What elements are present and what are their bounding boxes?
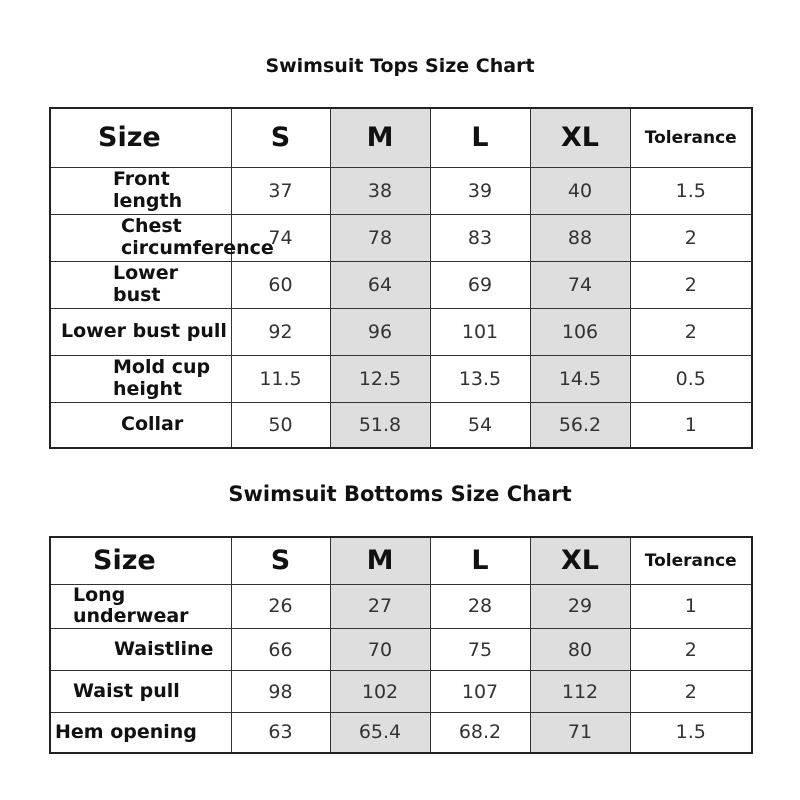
table-header-row: [50, 108, 752, 167]
value-cell: 50: [231, 402, 330, 448]
tolerance-cell: 2: [630, 671, 752, 713]
value-cell: 63: [231, 713, 330, 753]
row-label: Collar: [50, 402, 231, 448]
size-l-header: L: [430, 108, 530, 167]
row-label: Chest circumference: [50, 214, 231, 261]
value-cell: 54: [430, 402, 530, 448]
tops-chart-title: Swimsuit Tops Size Chart: [265, 55, 535, 77]
table-row: [50, 214, 752, 261]
tolerance-cell: 2: [630, 629, 752, 671]
value-cell: 101: [430, 308, 530, 355]
value-cell: 70: [330, 629, 430, 671]
value-cell: 75: [430, 629, 530, 671]
row-label: Hem opening: [50, 713, 231, 753]
bottoms-chart-title: Swimsuit Bottoms Size Chart: [228, 482, 572, 506]
tolerance-header: Tolerance: [630, 537, 752, 584]
value-cell: 60: [231, 261, 330, 308]
row-label: Front length: [50, 167, 231, 214]
table-row: [50, 629, 752, 671]
value-cell: 83: [430, 214, 530, 261]
value-cell: 74: [530, 261, 630, 308]
row-label: Waistline: [50, 629, 231, 671]
row-label: Waist pull: [50, 671, 231, 713]
tops-size-table: [49, 107, 753, 449]
row-label: Mold cup height: [50, 355, 231, 402]
value-cell: 12.5: [330, 355, 430, 402]
tolerance-cell: 2: [630, 261, 752, 308]
value-cell: 27: [330, 584, 430, 629]
table-row: [50, 261, 752, 308]
size-xl-header: XL: [530, 108, 630, 167]
value-cell: 106: [530, 308, 630, 355]
value-cell: 38: [330, 167, 430, 214]
value-cell: 56.2: [530, 402, 630, 448]
value-cell: 78: [330, 214, 430, 261]
row-label: Lower bust: [50, 261, 231, 308]
value-cell: 92: [231, 308, 330, 355]
table-header-row: [50, 537, 752, 584]
value-cell: 28: [430, 584, 530, 629]
table-row: [50, 402, 752, 448]
value-cell: 71: [530, 713, 630, 753]
value-cell: 26: [231, 584, 330, 629]
tolerance-cell: 1.5: [630, 713, 752, 753]
tolerance-cell: 2: [630, 214, 752, 261]
size-m-header: M: [330, 537, 430, 584]
value-cell: 74: [231, 214, 330, 261]
value-cell: 64: [330, 261, 430, 308]
value-cell: 98: [231, 671, 330, 713]
row-label: Lower bust pull: [50, 308, 231, 355]
value-cell: 112: [530, 671, 630, 713]
value-cell: 51.8: [330, 402, 430, 448]
value-cell: 37: [231, 167, 330, 214]
size-m-header: M: [330, 108, 430, 167]
bottoms-size-table: [49, 536, 753, 754]
table-row: [50, 167, 752, 214]
table-row: [50, 355, 752, 402]
tolerance-cell: 2: [630, 308, 752, 355]
value-cell: 66: [231, 629, 330, 671]
value-cell: 80: [530, 629, 630, 671]
table-row: [50, 584, 752, 629]
value-cell: 39: [430, 167, 530, 214]
size-xl-header: XL: [530, 537, 630, 584]
size-s-header: S: [231, 108, 330, 167]
value-cell: 88: [530, 214, 630, 261]
size-header: Size: [50, 108, 231, 167]
value-cell: 69: [430, 261, 530, 308]
table-row: [50, 671, 752, 713]
value-cell: 29: [530, 584, 630, 629]
value-cell: 102: [330, 671, 430, 713]
value-cell: 40: [530, 167, 630, 214]
value-cell: 14.5: [530, 355, 630, 402]
size-header: Size: [50, 537, 231, 584]
table-row: [50, 308, 752, 355]
value-cell: 107: [430, 671, 530, 713]
value-cell: 68.2: [430, 713, 530, 753]
value-cell: 11.5: [231, 355, 330, 402]
table-row: [50, 713, 752, 753]
row-label: Long underwear: [50, 584, 231, 629]
value-cell: 13.5: [430, 355, 530, 402]
tolerance-cell: 0.5: [630, 355, 752, 402]
tolerance-header: Tolerance: [630, 108, 752, 167]
tolerance-cell: 1: [630, 584, 752, 629]
size-l-header: L: [430, 537, 530, 584]
value-cell: 65.4: [330, 713, 430, 753]
size-s-header: S: [231, 537, 330, 584]
tolerance-cell: 1: [630, 402, 752, 448]
tolerance-cell: 1.5: [630, 167, 752, 214]
value-cell: 96: [330, 308, 430, 355]
